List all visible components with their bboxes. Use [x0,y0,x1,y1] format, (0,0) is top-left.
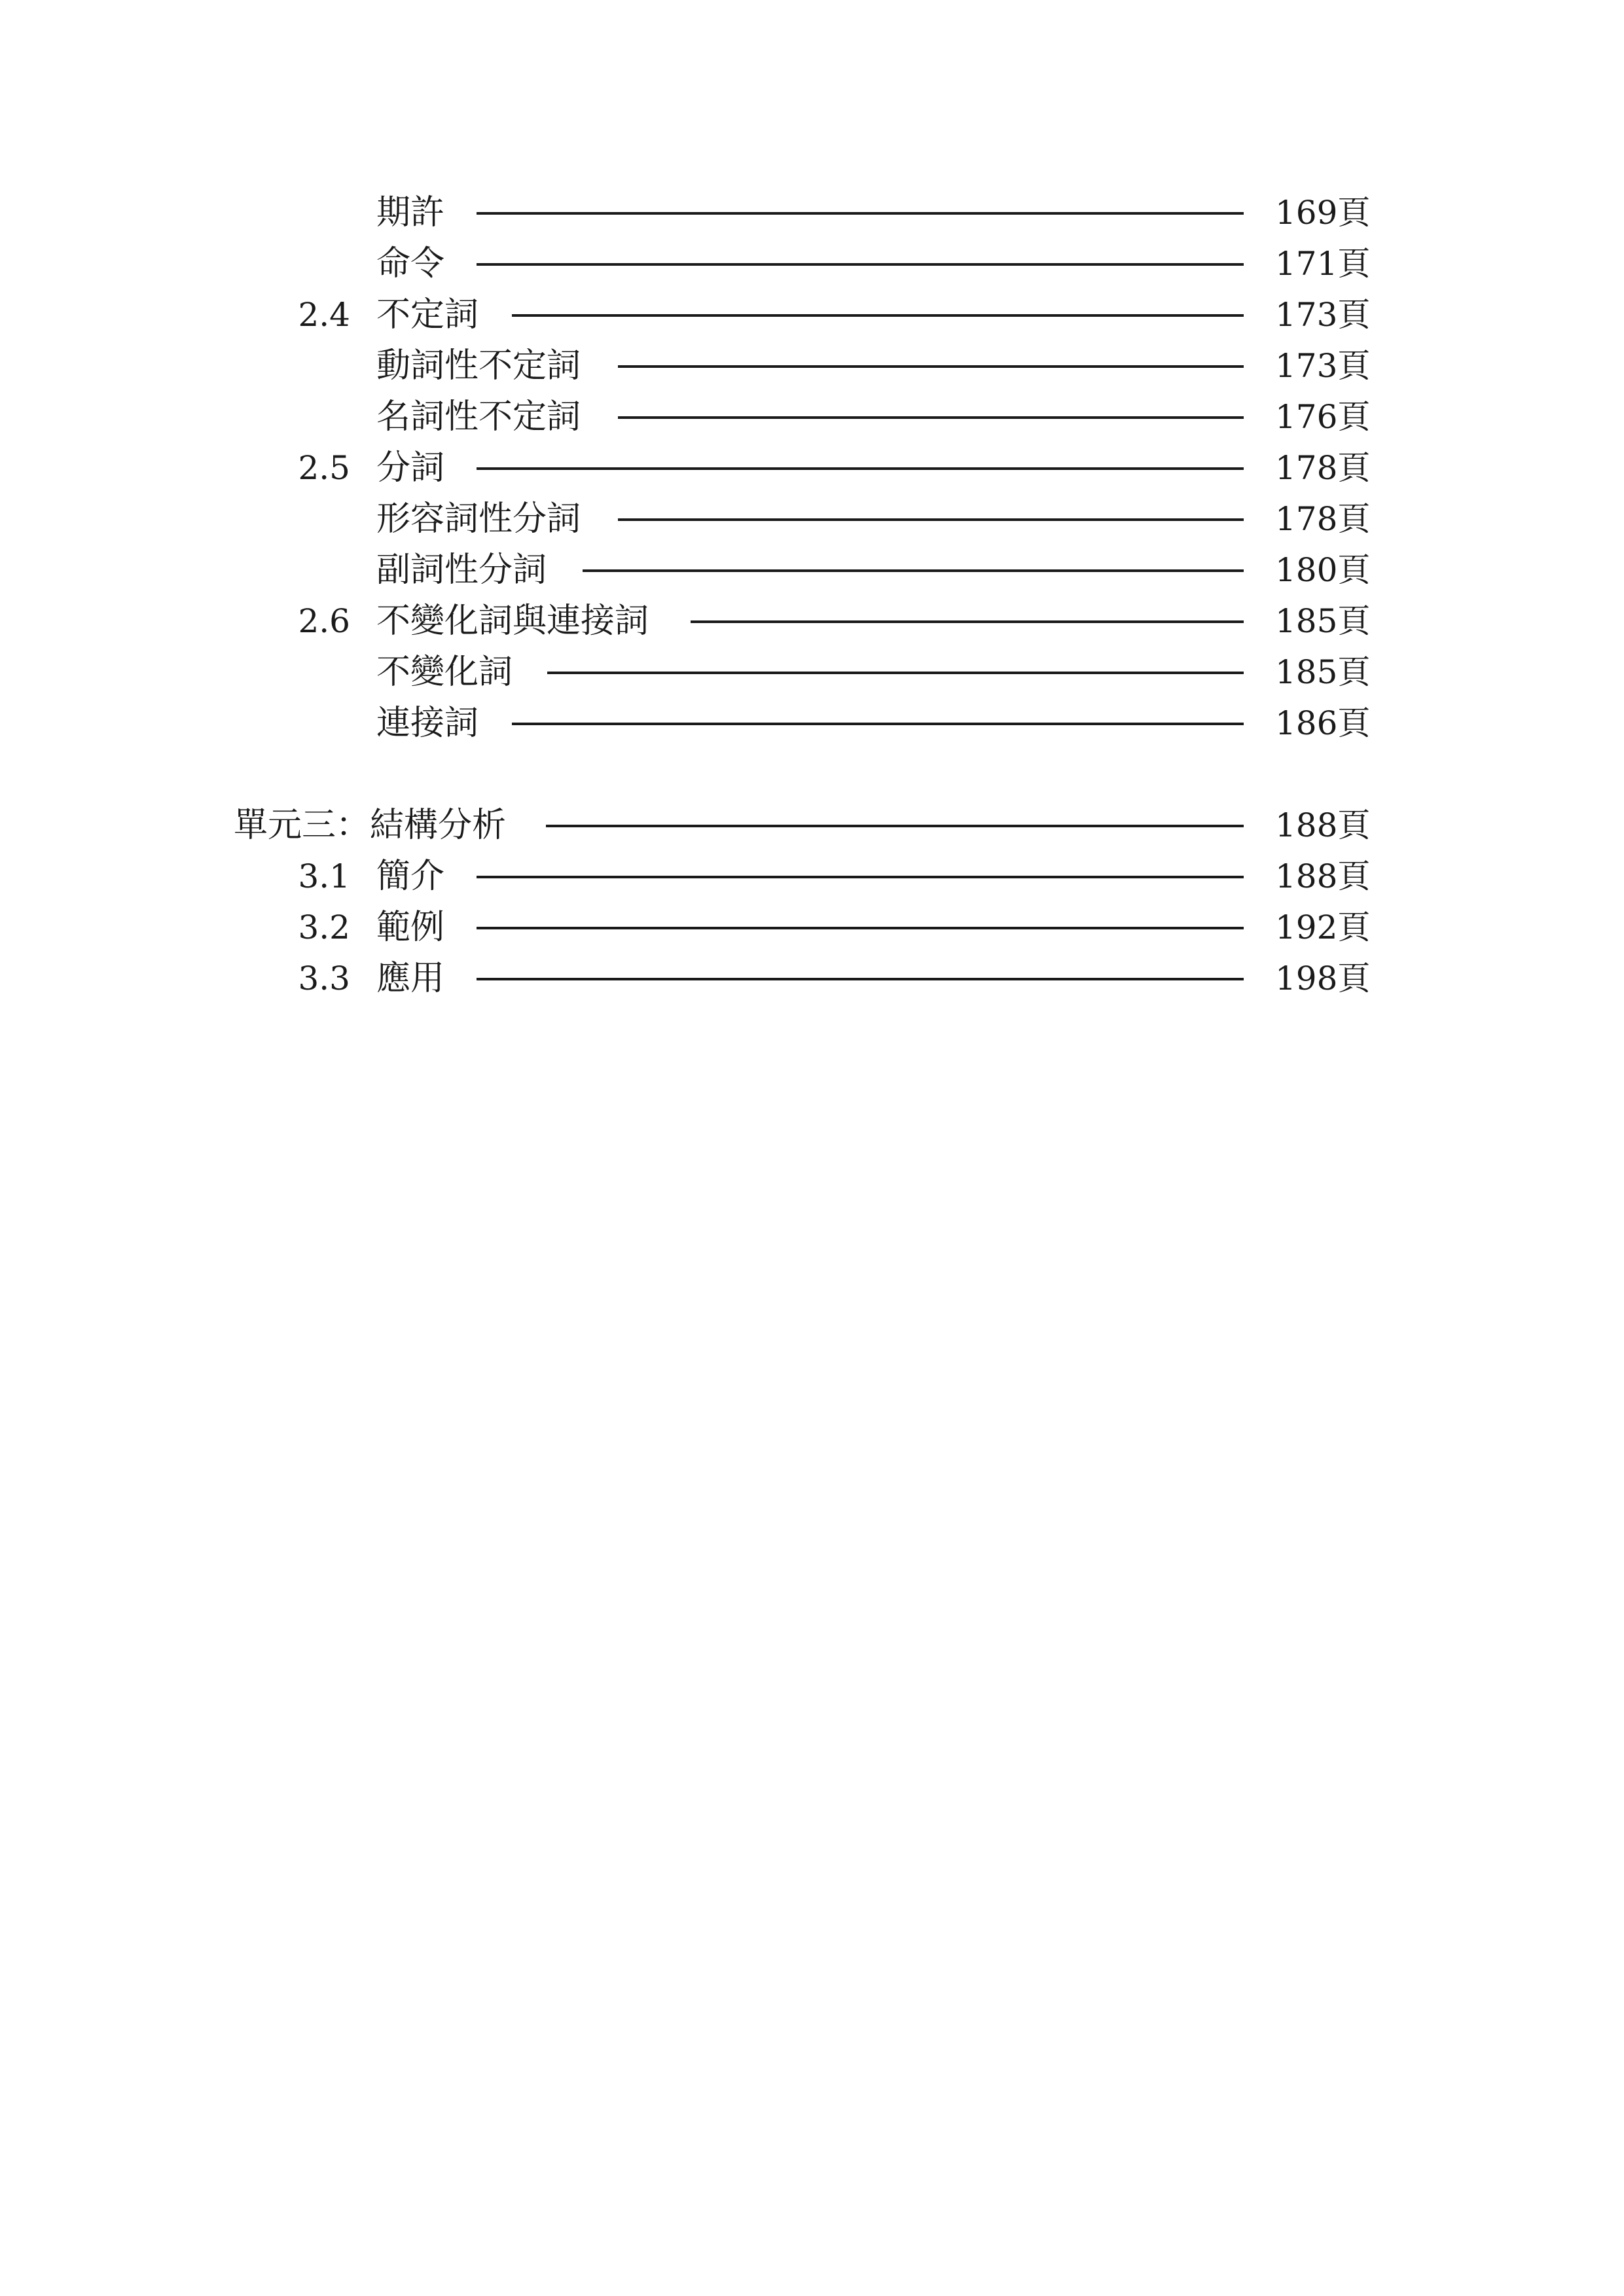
toc-leader-line [477,467,1244,470]
toc-entry [0,698,1624,749]
toc-entry-page: 173頁 [1275,296,1371,334]
toc-entry-number: 2.5 [298,449,350,487]
toc-entry-page: 185頁 [1275,602,1371,640]
toc-entry [0,442,1624,493]
toc-entry-page: 178頁 [1275,500,1371,538]
toc-leader-line [583,569,1244,572]
toc-entry-title: 命令 [376,244,445,283]
toc-entry-title: 期許 [376,193,445,232]
toc-entry [0,953,1624,1004]
toc-entry-number: 3.1 [298,857,350,895]
toc-leader-line [618,365,1244,368]
toc-leader-line [691,620,1244,623]
toc-entry-title: 應用 [376,959,445,998]
toc-entry-title: 不變化詞與連接詞 [376,601,649,641]
toc-entry [0,391,1624,442]
toc-entry-page: 180頁 [1275,551,1371,589]
toc-entry [0,545,1624,596]
toc-leader-line [477,927,1244,929]
toc-leader-line [477,876,1244,878]
toc-entry-title: 連接詞 [376,704,479,743]
toc-entry-page: 188頁 [1275,857,1371,895]
toc-unit-heading [0,800,1624,851]
toc-leader-line [618,518,1244,521]
toc-entry-page: 178頁 [1275,449,1371,487]
toc-entry [0,647,1624,698]
toc-leader-line [512,314,1244,317]
toc-entry-title: 副詞性分詞 [376,550,547,590]
toc-leader-line [477,212,1244,215]
toc-entry-page: 188頁 [1275,806,1371,844]
toc-entry-number: 2.6 [298,602,350,640]
toc-entry [0,851,1624,902]
toc-entry-title: 簡介 [376,857,445,896]
toc-entry-title: 不定詞 [376,295,479,334]
toc-entry-page: 173頁 [1275,347,1371,385]
toc-entry-title: 形容詞性分詞 [376,499,581,539]
toc-leader-line [546,825,1244,827]
toc-leader-line [477,263,1244,266]
toc-leader-line [477,978,1244,980]
toc-entry [0,238,1624,289]
toc-entry-title: 分詞 [376,448,445,488]
toc-entry-page: 198頁 [1275,960,1371,997]
toc-entry-page: 171頁 [1275,245,1371,283]
toc-entry [0,493,1624,545]
toc-entry-title: 不變化詞 [376,653,513,692]
toc-entry-title: 動詞性不定詞 [376,346,581,386]
toc-leader-line [618,416,1244,419]
toc-entry-title: 範例 [376,908,445,947]
toc-entry [0,596,1624,647]
toc-entry-number: 2.4 [298,296,350,334]
toc-entry [0,187,1624,238]
toc-entry-title: 名詞性不定詞 [376,397,581,437]
toc-entry-page: 185頁 [1275,653,1371,691]
toc-unit-title: 單元三：結構分析 [234,806,507,845]
toc-entry-page: 192頁 [1275,908,1371,946]
toc-entry [0,289,1624,340]
toc-leader-line [512,723,1244,725]
toc-entry-page: 176頁 [1275,398,1371,436]
toc-entry [0,340,1624,391]
toc-entry-page: 186頁 [1275,704,1371,742]
toc-leader-line [547,672,1244,674]
toc-entry-page: 169頁 [1275,194,1371,232]
toc-entry-number: 3.3 [298,960,350,997]
toc-entry [0,902,1624,953]
toc-entry-number: 3.2 [298,908,350,946]
